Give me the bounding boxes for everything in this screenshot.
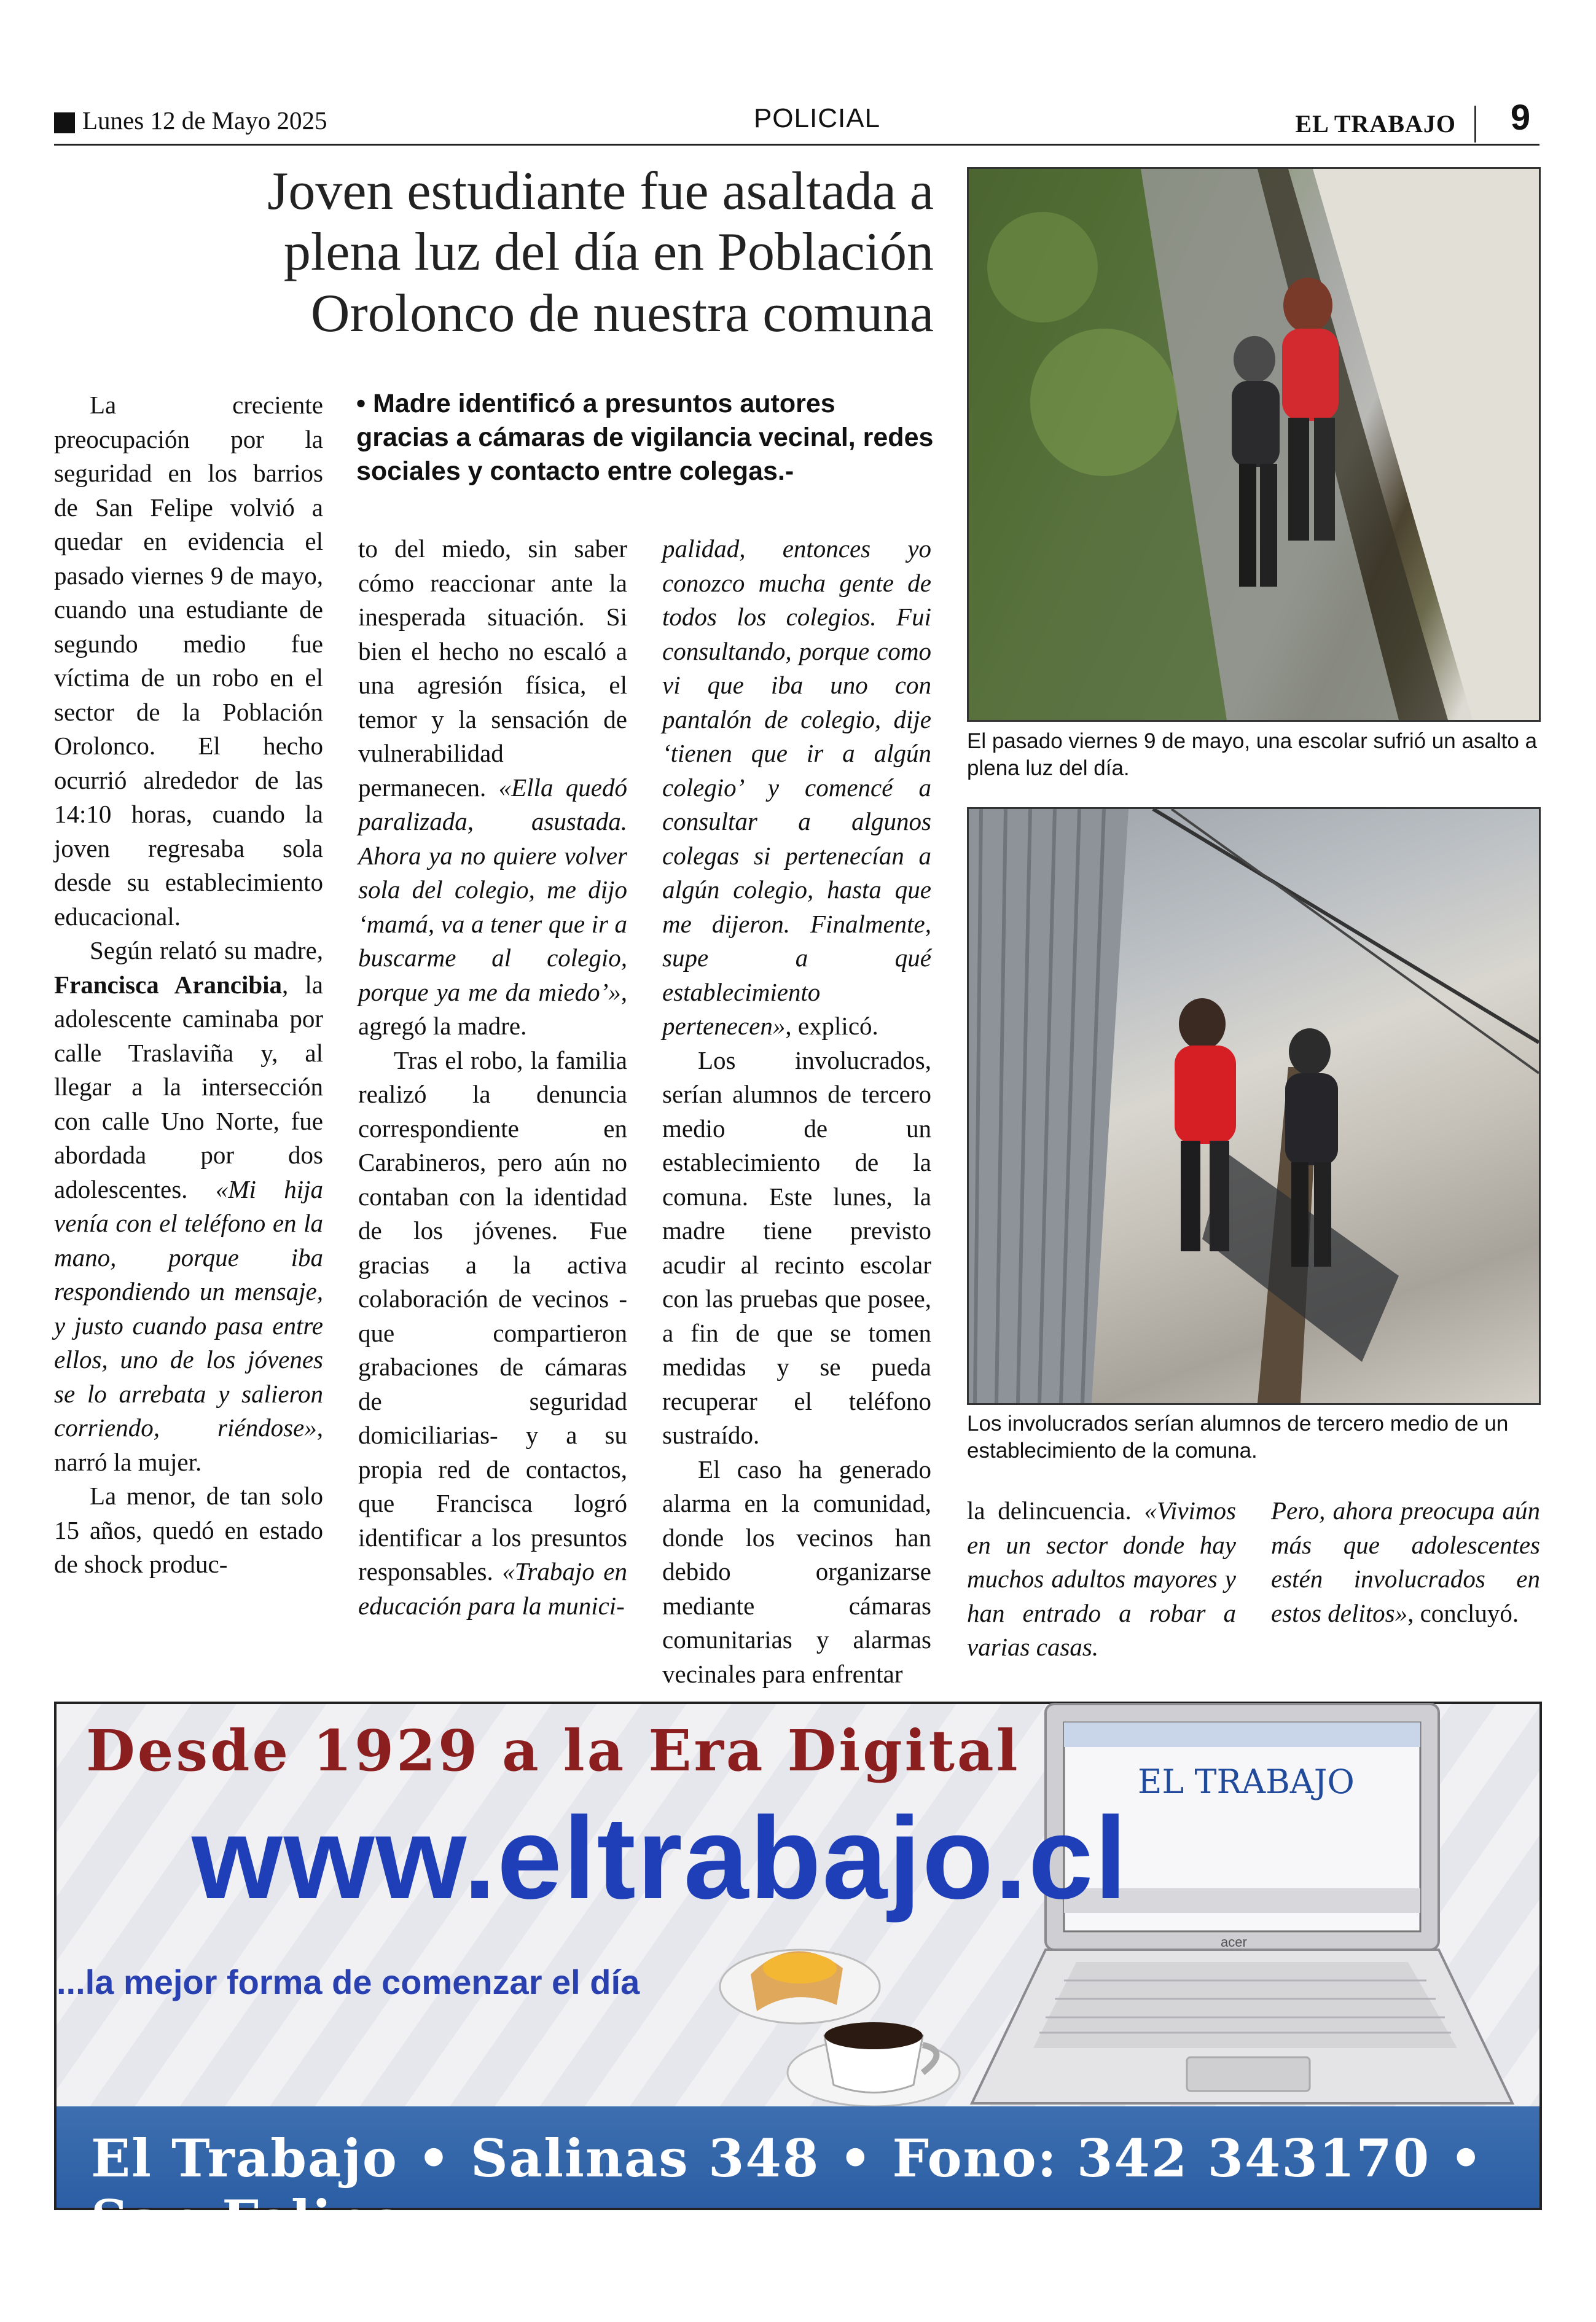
paragraph — [54, 1479, 323, 1582]
header-separator — [1474, 106, 1476, 143]
paragraph-text: Tras el robo, la familia realizó la denuncia correspondiente en Carabineros, pero aún no contaban con la identidad de los jóvenes. Fue gracias a la activa colaboración de vecinos - que compartieron grabaciones de cámaras de seguridad domiciliarias- y a su propia red de contactos, que Francisca logró identificar a los presuntos responsables. — [358, 1046, 627, 1585]
paragraph — [54, 934, 323, 1479]
header-rule — [54, 144, 1539, 146]
photo-caption-1: El pasado viernes 9 de mayo, una escolar sufrió un asalto a plena luz del día. — [967, 729, 1538, 780]
ad-tagline: Desde 1929 a la Era Digital — [86, 1718, 1020, 1784]
cctv-photo-sidewalk — [967, 167, 1541, 722]
quote: «Mi hija venía con el teléfono en la mano, porque iba respondiendo un mensaje, y justo cuando pasa entre ellos, uno de los jóvenes se lo arrebata y salieron corriendo, riéndose» — [54, 1175, 324, 1442]
paragraph — [358, 532, 627, 1044]
section-title: POLICIAL — [753, 103, 881, 133]
newspaper-name: EL TRABAJO — [1295, 110, 1456, 138]
article-column-4 — [967, 1494, 1236, 1665]
ad-slogan: ...la mejor forma de comenzar el día — [57, 1963, 640, 2001]
page-number: 9 — [1510, 98, 1531, 138]
paragraph-text: , agregó la madre. — [358, 977, 627, 1040]
laptop-brand: acer — [1221, 1934, 1247, 1950]
paragraph-text: to del miedo, sin saber cómo reaccionar ante la inesperada situación. Si bien el hecho no escaló a una agresión física, el temor y la sensación de vulnerabilidad permanecen. — [358, 534, 627, 802]
paragraph — [358, 1044, 627, 1624]
quote: «Ella quedó paralizada, asustada. Ahora ya no quiere volver sola del colegio, me dijo ‘mamá, va a tener que ir a buscarme al colegio, porque ya me da miedo’» — [358, 773, 627, 1006]
paragraph — [662, 532, 931, 1044]
ad-website-link[interactable]: www.eltrabajo.cl — [192, 1793, 1129, 1923]
article-column-2 — [358, 532, 627, 1623]
quote: Pero, ahora preocupa aún más que adolescentes estén involucrados en estos delitos» — [1271, 1496, 1540, 1627]
advertisement-banner[interactable] — [54, 1702, 1542, 2250]
photo-illustration — [969, 809, 1539, 1403]
article-column-5 — [1271, 1494, 1540, 1630]
laptop-screen-title: EL TRABAJO — [1138, 1762, 1355, 1801]
paragraph — [662, 1044, 931, 1453]
article-headline: Joven estudiante fue asaltada a plena luz del día en Población Orolonco de nuestra comuna — [267, 162, 934, 343]
paragraph-text: , concluyó. — [1407, 1598, 1519, 1627]
header-square-icon — [54, 112, 75, 133]
ad-contact-info: El Trabajo • Salinas 348 • Fono: 342 343170 • San Felipe — [91, 2128, 1484, 2250]
quote: «Trabajo en educación para la munici- — [358, 1557, 627, 1620]
paragraph-text: Según relató su madre, — [90, 936, 323, 964]
paragraph — [967, 1494, 1236, 1665]
article-column-1 — [54, 388, 323, 1582]
article-lead: • Madre identificó a presuntos autores gracias a cámaras de vigilancia vecinal, redes sociales y contacto entre colegas.- — [356, 389, 934, 486]
quote: palidad, entonces yo conozco mucha gente de todos los colegios. Fui consultando, porque como vi que iba uno con pantalón de colegio, dije ‘tienen que ir a algún colegio’ y comencé a consultar a algunos colegas si pertenecían a algún colegio, hasta que me dijeron. Finalmente, supe a qué establecimiento pertenecen» — [662, 534, 931, 1040]
paragraph — [54, 388, 323, 934]
coffee-toast-illustration — [708, 1913, 966, 2122]
mother-name: Francisca Arancibia — [54, 970, 283, 999]
issue-date: Lunes 12 de Mayo 2025 — [82, 106, 327, 135]
paragraph-text: , explicó. — [785, 1012, 878, 1040]
paragraph-text: El caso ha generado alarma en la comunidad, donde los vecinos han debido organizarse mediante cámaras comunitarias y alarmas vecinales para enfrentar — [662, 1455, 931, 1688]
cctv-photo-street — [967, 807, 1541, 1405]
paragraph-text: , la adolescente caminaba por calle Traslaviña y, al llegar a la intersección con calle Uno Norte, fue abordada por dos adolescentes. — [54, 970, 324, 1203]
paragraph — [1271, 1494, 1540, 1630]
article-column-3 — [662, 532, 931, 1691]
paragraph-text: La menor, de tan solo 15 años, quedó en estado de shock produc- — [54, 1482, 323, 1578]
photo-caption-2: Los involucrados serían alumnos de tercero medio de un establecimiento de la comuna. — [967, 1412, 1509, 1463]
photo-illustration — [969, 169, 1539, 720]
paragraph-text: la delincuencia. — [967, 1496, 1144, 1525]
quote: «Vivimos en un sector donde hay muchos adultos mayores y han entrado a robar a varias casas. — [967, 1496, 1236, 1661]
paragraph-text: , narró la mujer. — [54, 1413, 323, 1476]
paragraph-text: Los involucrados, serían alumnos de tercero medio de un establecimiento de la comuna. Este lunes, la madre tiene previsto acudir al recinto escolar con las pruebas que posee, a fin de que se tomen medidas y se pueda recuperar el teléfono sustraído. — [662, 1046, 931, 1449]
paragraph-text: La creciente preocupación por la seguridad en los barrios de San Felipe volvió a quedar en evidencia el pasado viernes 9 de mayo, cuando una estudiante de segundo medio fue víctima de un robo en el sector de la Población Orolonco. El hecho ocurrió alrededor de las 14:10 horas, cuando la joven regresaba sola desde su establecimiento educacional. — [54, 391, 323, 931]
paragraph — [662, 1453, 931, 1692]
